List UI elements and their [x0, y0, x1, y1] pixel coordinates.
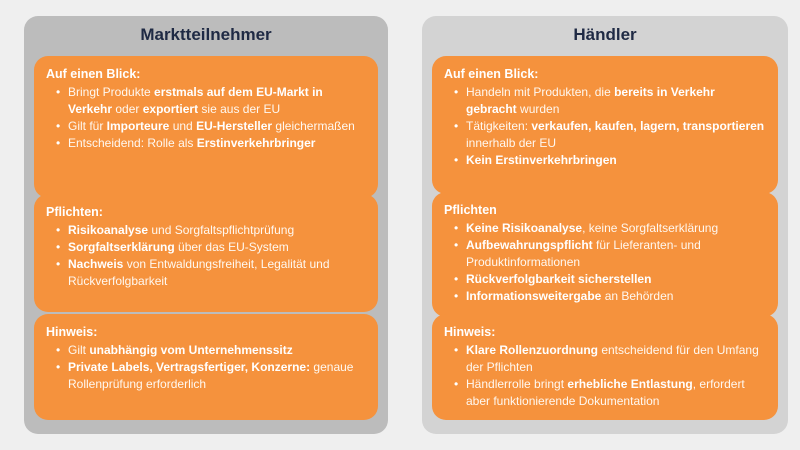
bold-text: exportiert [142, 102, 199, 116]
bold-text: Importeure [106, 119, 170, 133]
column-title: Händler [573, 25, 637, 44]
bold-text: Informationsweitergabe [466, 289, 602, 303]
bullet-list [46, 342, 366, 393]
text: von Entwaldungsfreiheit, Legalität und Rückverfolgbarkeit [68, 257, 330, 288]
bold-text: EU-Hersteller [196, 119, 273, 133]
bullet-item [444, 237, 766, 271]
text: und Sorgfaltspflichtprüfung [148, 223, 295, 237]
bold-text: Kein Erstinverkehrbringen [466, 153, 617, 167]
bullet-item [46, 222, 366, 239]
bold-text: Erstinverkehrbringer [196, 136, 316, 150]
bullet-item [46, 342, 366, 359]
bullet-item [46, 256, 366, 290]
text: gleichermaßen [272, 119, 355, 133]
text: Tätigkeiten: [466, 119, 532, 133]
text: Händlerrolle bringt [466, 377, 568, 391]
bullet-item [444, 84, 766, 118]
bold-text: erhebliche Entlastung [567, 377, 693, 391]
note-card [34, 314, 378, 420]
note-card [432, 314, 778, 420]
overview-card [432, 56, 778, 194]
card-heading: Pflichten [444, 203, 497, 217]
text: , keine Sorgfaltserklärung [582, 221, 719, 235]
card-heading: Auf einen Blick: [46, 67, 141, 81]
text: wurden [516, 102, 560, 116]
text: an Behörden [601, 289, 674, 303]
text: Bringt Produkte [68, 85, 155, 99]
text: genaue Rollenprüfung erforderlich [68, 360, 354, 391]
bullet-item [444, 288, 766, 305]
bullet-item [444, 342, 766, 376]
bold-text: bereits in Verkehr gebracht [466, 85, 715, 116]
marktteilnehmer-column [24, 16, 388, 434]
overview-card [34, 56, 378, 198]
bullet-list [444, 342, 766, 410]
duties-card [34, 194, 378, 312]
bullet-item [444, 220, 766, 237]
bold-text: Aufbewahrungspflicht [466, 238, 593, 252]
text: Gilt für [68, 119, 107, 133]
text: innerhalb der EU [466, 136, 557, 150]
bold-text: erstmals auf dem EU-Markt in Verkehr [68, 85, 323, 116]
bold-text: Private Labels, Vertragsfertiger, Konzerne: [68, 360, 311, 374]
bullet-item [46, 359, 366, 393]
text: Entscheidend: Rolle als [68, 136, 197, 150]
text: Gilt [68, 343, 90, 357]
text: sie aus der EU [198, 102, 281, 116]
bullet-item [444, 152, 766, 169]
bullet-list [444, 220, 766, 305]
card-heading: Auf einen Blick: [444, 67, 539, 81]
bold-text: verkaufen, kaufen, lagern, transportieren [531, 119, 765, 133]
bullet-list [46, 84, 366, 152]
card-heading: Pflichten: [46, 205, 103, 219]
bullet-item [46, 118, 366, 135]
bullet-list [46, 222, 366, 290]
bold-text: Rückverfolgbarkeit sicherstellen [466, 272, 652, 286]
bold-text: Sorgfaltserklärung [68, 240, 175, 254]
column-title: Marktteilnehmer [140, 25, 272, 44]
bold-text: Klare Rollenzuordnung [466, 343, 598, 357]
duties-card [432, 192, 778, 317]
text: für Lieferanten- und Produktinformationen [466, 238, 701, 269]
bullet-item [444, 271, 766, 288]
bullet-item [46, 239, 366, 256]
text: über das EU-System [174, 240, 289, 254]
bullet-list [444, 84, 766, 169]
bullet-item [444, 376, 766, 410]
bullet-item [46, 84, 366, 118]
text: , erfordert aber funktionierende Dokumentation [466, 377, 745, 408]
bold-text: Keine Risikoanalyse [466, 221, 583, 235]
bold-text: unabhängig vom Unternehmenssitz [89, 343, 293, 357]
bullet-item [444, 118, 766, 152]
haendler-column [422, 16, 788, 434]
text: oder [112, 102, 143, 116]
text: Handeln mit Produkten, die [466, 85, 615, 99]
text: und [169, 119, 197, 133]
text: entscheidend für den Umfang der Pflichten [466, 343, 759, 374]
bold-text: Nachweis [68, 257, 124, 271]
bold-text: Risikoanalyse [68, 223, 149, 237]
bullet-item [46, 135, 366, 152]
card-heading: Hinweis: [46, 325, 98, 339]
card-heading: Hinweis: [444, 325, 496, 339]
